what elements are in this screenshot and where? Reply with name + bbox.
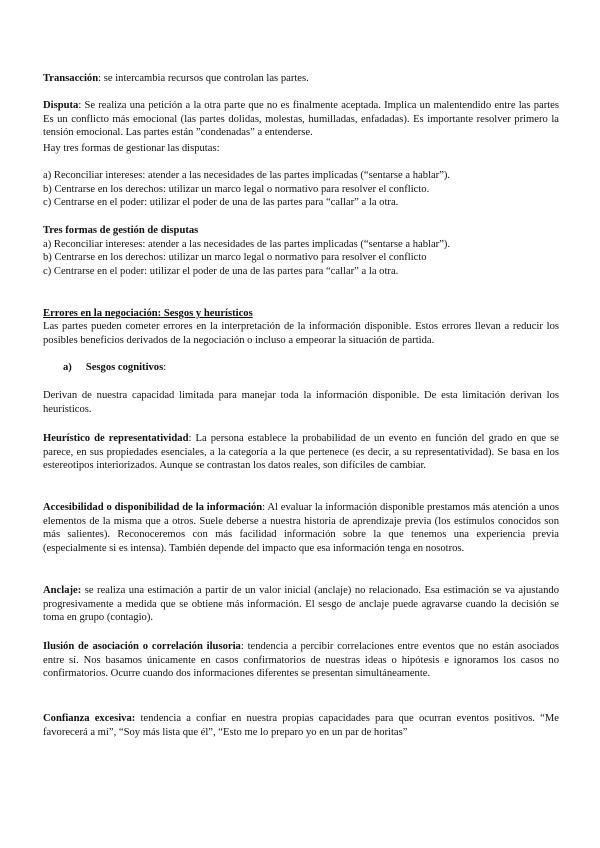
errores-heading: Errores en la negociación: Sesgos y heurísticos — [43, 308, 253, 319]
term: Accesibilidad o disponibilidad de la información — [43, 502, 263, 513]
list-item: b) Centrarse en los derechos: utilizar un marco legal o normativo para resolver el conflicto — [43, 252, 427, 263]
term: Confianza excesiva: — [43, 713, 136, 724]
term-disputa: Disputa — [43, 100, 79, 111]
sub-heading: Sesgos cognitivos — [85, 362, 164, 373]
definition: se realiza una estimación a partir de un valor inicial (anclaje) no relacionado. Esa estimación se va ajustando progresivamente a medida que se obtiene más información. El sesgo de anclaje puede agravarse cuando la decisión se toma en grupo (contagio). — [43, 585, 559, 623]
term: Ilusión de asociación o correlación ilusoria — [43, 641, 241, 652]
paragraph-correlacion-ilusoria — [43, 640, 559, 681]
sesgos-subheading — [63, 361, 559, 375]
paragraph-disputa — [43, 99, 559, 140]
list-item: c) Centrarse en el poder: utilizar el poder de una de las partes para “callar” a la otra. — [43, 265, 399, 277]
paragraph-transaccion — [43, 72, 559, 86]
term: Anclaje: — [43, 585, 82, 596]
disputa-list — [43, 169, 559, 210]
disputa-intro: Hay tres formas de gestionar las disputas: — [43, 143, 220, 154]
transaccion-text: : se intercambia recursos que controlan las partes. — [98, 73, 309, 84]
section-heading: Tres formas de gestión de disputas — [43, 225, 199, 236]
sub-marker: a) — [63, 362, 72, 373]
list-item: c) Centrarse en el poder: utilizar el poder de una de las partes para “callar” a la otra. — [43, 197, 399, 208]
definition: : tendencia a percibir correlaciones entre eventos que no están asociados entre sí. Nos basamos únicamente en casos confirmatorios de nuestras ideas o hipótesis e ignoramos los casos no confirmatorios. Ocurre cuando dos informaciones diferentes se presentan simultáneamente. — [43, 641, 559, 679]
paragraph-representatividad — [43, 432, 559, 473]
definition: : La persona establece la probabilidad de un evento en función del grado en que se parece, en sus propiedades esenciales, a la categoría a la que pertenece (es decir, a su representatividad). Se basa en los estereotipos interiorizados. Aunque se contrastan los datos reales, son difíciles de cambiar. — [43, 433, 559, 471]
paragraph-accesibilidad — [43, 501, 559, 555]
disputa-text: : Se realiza una petición a la otra parte que no es finalmente aceptada. Implica un malentendido entre las partes Es un conflicto más emocional (las partes dolidas, molestas, humilladas, enfadadas). Es importante resolver primero la tensión emocional. Las partes están ”condenadas” a entenderse. — [43, 100, 559, 138]
paragraph-anclaje — [43, 584, 559, 625]
term-transaccion: Transacción — [43, 73, 99, 84]
sesgos-paragraph: Derivan de nuestra capacidad limitada para manejar toda la información disponible. De esta limitación derivan los heurísticos. — [43, 390, 559, 415]
tres-formas-section — [43, 224, 559, 278]
list-item: b) Centrarse en los derechos: utilizar un marco legal o normativo para resolver el conflicto. — [43, 183, 430, 195]
term: Heurístico de representatividad — [43, 433, 189, 444]
list-item: a) Reconciliar intereses: atender a las necesidades de las partes implicadas (“sentarse a hablar”). — [43, 238, 451, 250]
paragraph-confianza-excesiva — [43, 712, 559, 739]
errores-paragraph: Las partes pueden cometer errores en la interpretación de la información disponible. Estos errores llevan a reducir los posibles beneficios derivados de la negociación o incluso a empeorar la situación de partida. — [43, 321, 559, 346]
definition: tendencia a confiar en nuestra propias capacidades para que ocurran eventos positivos. “Me favorecerá a mí”, “Soy más lista que él”, “Esto me lo preparo yo en un par de horitas” — [43, 713, 559, 738]
definition: : Al evaluar la información disponible prestamos más atención a unos elementos de la misma que a otros. Suele deberse a nuestra historia de aprendizaje previa (los estímulos conocidos son más salientes). Reconoceremos con más facilidad información sobre la que tenemos una experiencia previa (especialmente si es intensa). También depende del impacto que esa información tenga en nosotros. — [43, 502, 559, 554]
sub-colon: : — [163, 362, 167, 373]
list-item: a) Reconciliar intereses: atender a las necesidades de las partes implicadas (“sentarse a hablar”). — [43, 170, 451, 181]
